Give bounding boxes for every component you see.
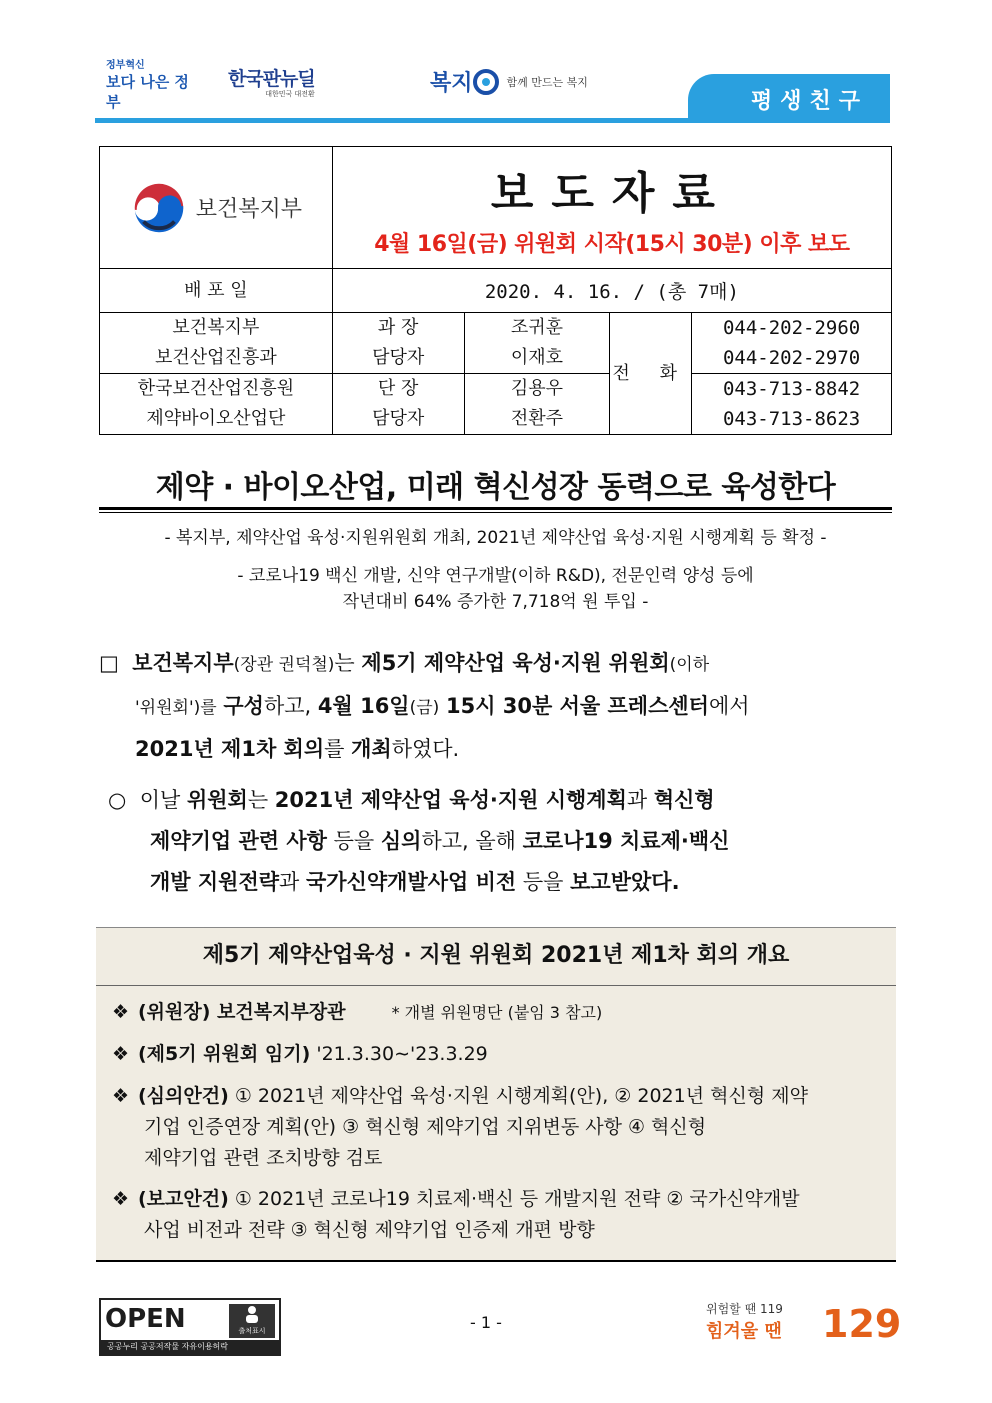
contact-org: 보건산업진흥과 xyxy=(155,347,277,368)
contact-org: 한국보건산업진흥원 xyxy=(137,378,295,399)
summary-box-title: 제5기 제약산업육성 · 지원 위원회 2021년 제1차 회의 개요 xyxy=(202,943,790,968)
press-title: 보도자료 xyxy=(490,168,733,219)
summary-box-rule xyxy=(96,985,896,986)
contact-name: 김용우 xyxy=(510,378,564,399)
hotline-129-logo xyxy=(706,1300,902,1346)
header-divider xyxy=(95,118,890,123)
lifelong-friend-text: 평생친구 xyxy=(750,89,868,114)
ministry-logo-cell xyxy=(100,147,333,269)
headline-rule xyxy=(99,507,892,513)
square-bullet-icon: □ xyxy=(99,651,119,675)
subheadline-1: - 복지부, 제약산업 육성·지원위원회 개최, 2021년 제약산업 육성·지원 시행계획 등 확정 - xyxy=(164,528,827,548)
contact-org: 제약바이오산업단 xyxy=(146,408,286,429)
newdeal-logo-text: 한국판뉴딜 xyxy=(228,68,315,90)
attribution-icon: 출처표시 xyxy=(229,1304,275,1338)
newdeal-logo-sub: 대한민국 대전환 xyxy=(265,90,315,98)
contact-phone: 044-202-2960 xyxy=(722,317,861,339)
contact-name: 전환주 xyxy=(510,408,564,429)
contact-role-cell-1 xyxy=(332,313,464,374)
lifelong-friend-banner xyxy=(688,74,890,122)
kogl-bar-text: 공공누리 공공저작물 자유이용허락 xyxy=(101,1340,279,1354)
press-title-cell xyxy=(332,147,891,269)
person-icon xyxy=(242,1304,262,1324)
contact-name: 이재호 xyxy=(510,347,564,368)
contact-role: 담당자 xyxy=(372,408,425,429)
summary-item-deliberation: ❖ (심의안건) ① 2021년 제약산업 육성·지원 시행계획(안), ② 2021년 혁신형 제약 기업 인증연장 계획(안) ③ 혁신형 제약기업 지위변동 사항 ④ 혁신형 제약기업 관련 조치방향 검토 xyxy=(112,1081,892,1174)
hotline-top-text: 위험할 땐 119 xyxy=(706,1302,783,1316)
welfare-slogan: 함께 만드는 복지 xyxy=(506,75,588,89)
subheadline-3: 작년대비 64% 증가한 7,718억 원 투입 - xyxy=(342,592,649,612)
ministry-name: 보건복지부 xyxy=(195,197,302,222)
gov-logo-small-text: 정부혁신 xyxy=(106,60,145,71)
contact-org-cell-1 xyxy=(100,313,333,374)
welfare-circle-icon xyxy=(473,69,499,95)
distribution-label: 배 포 일 xyxy=(100,269,333,313)
distribution-value: 2020. 4. 16. / (총 7매) xyxy=(332,269,891,313)
welfare-logo-text: 복지 xyxy=(430,71,473,96)
taegeuk-icon xyxy=(130,179,188,237)
summary-item-chair: ❖ (위원장) 보건복지부장관 * 개별 위원명단 (붙임 3 참고) xyxy=(112,997,892,1028)
welfare-logo xyxy=(430,66,588,97)
summary-item-term: ❖ (제5기 위원회 임기) '21.3.30∼'23.3.29 xyxy=(112,1039,892,1070)
contact-phone-cell-1 xyxy=(692,313,892,374)
paragraph-2: ○ 이날 위원회는 2021년 제약산업 육성·지원 시행계획과 혁신형 제약기업 관련 사항 등을 심의하고, 올해 코로나19 치료제·백신 개발 지원전략과 국가신약개발사업 비전 등을 보고받았다. xyxy=(108,788,730,894)
diamond-bullet-icon: ❖ xyxy=(112,1001,130,1023)
circle-bullet-icon: ○ xyxy=(108,788,127,812)
subheadline-2: - 코로나19 백신 개발, 신약 연구개발(이하 R&D), 전문인력 양성 등에 xyxy=(237,566,754,586)
hotline-number: 129 xyxy=(822,1302,902,1346)
contact-role: 담당자 xyxy=(372,347,425,368)
kogl-open-logo xyxy=(99,1298,281,1356)
gov-logo-big-text: 보다 나은 정부 xyxy=(106,73,189,111)
contact-phone: 043-713-8842 xyxy=(722,378,861,400)
contact-name-cell-1 xyxy=(464,313,610,374)
contact-phone-cell-2 xyxy=(692,374,892,435)
headline: 제약 · 바이오산업, 미래 혁신성장 동력으로 육성한다 xyxy=(155,470,836,505)
summary-item-report: ❖ (보고안건) ① 2021년 코로나19 치료제·백신 등 개발지원 전략 ② 국가신약개발 사업 비전과 전략 ③ 혁신형 제약기업 인증제 개편 방향 xyxy=(112,1184,892,1246)
diamond-bullet-icon: ❖ xyxy=(112,1188,130,1210)
page-number: - 1 - xyxy=(470,1313,502,1332)
press-header-table xyxy=(99,146,892,435)
diamond-bullet-icon: ❖ xyxy=(112,1085,130,1107)
contact-name: 조귀훈 xyxy=(510,317,564,338)
contact-role-cell-2 xyxy=(332,374,464,435)
contact-org: 보건복지부 xyxy=(172,317,260,338)
contact-phone: 043-713-8623 xyxy=(722,408,861,430)
contact-role: 과 장 xyxy=(377,317,419,338)
embargo-notice: 4월 16일(금) 위원회 시작(15시 30분) 이후 보도 xyxy=(374,232,850,257)
open-word: OPEN xyxy=(105,1304,186,1334)
contact-org-cell-2 xyxy=(100,374,333,435)
contact-phone: 044-202-2970 xyxy=(722,347,861,369)
korean-new-deal-logo xyxy=(228,64,315,99)
diamond-bullet-icon: ❖ xyxy=(112,1043,130,1065)
paragraph-1: □ 보건복지부(장관 권덕철)는 제5기 제약산업 육성·지원 위원회(이하 '위원회')를 구성하고, 4월 16일(금) 15시 30분 서울 프레스센터에서 2021년 제1차 회의를 개최하였다. xyxy=(99,651,750,761)
contact-role: 단 장 xyxy=(377,378,419,399)
gov-innovation-logo xyxy=(106,60,196,111)
contact-name-cell-2 xyxy=(464,374,610,435)
phone-label: 전 화 xyxy=(610,313,692,435)
hotline-bottom-text: 힘겨울 땐 xyxy=(706,1321,782,1342)
